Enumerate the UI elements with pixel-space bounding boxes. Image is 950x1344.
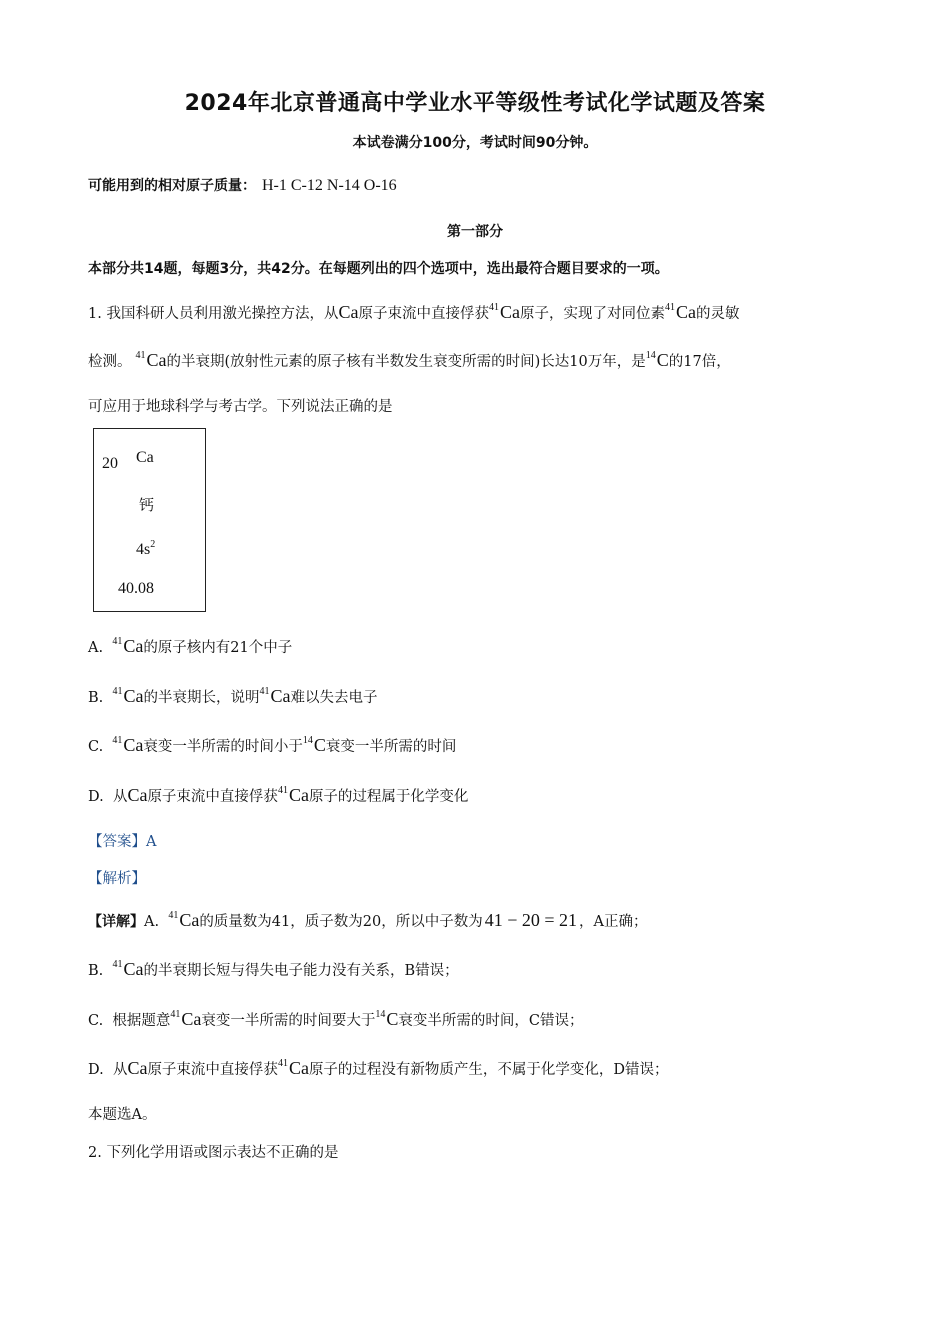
isotope-ca41: $^{41}$Ca	[112, 636, 144, 656]
isotope-ca41: $^{41}$Ca	[135, 350, 167, 370]
q2-stem: 2. 下列化学用语或图示表达不正确的是	[88, 1145, 339, 1161]
q1-option-a: A. $^{41}$Ca的原子核内有21个中子	[88, 636, 293, 656]
isotope-c14: $^{14}$C	[302, 735, 326, 755]
element-ca: Ca	[338, 302, 359, 322]
document-title: 2024年北京普通高中学业水平等级性考试化学试题及答案	[184, 91, 766, 116]
atomic-masses-label: 可能用到的相对原子质量：	[88, 178, 256, 194]
isotope-ca41: $^{41}$Ca	[277, 785, 309, 805]
q1-detail-b: B. $^{41}$Ca的半衰期长短与得失电子能力没有关系，B错误；	[88, 959, 459, 979]
element-chinese-name: 钙	[139, 496, 155, 514]
q1-option-c: C. $^{41}$Ca衰变一半所需的时间小于$^{14}$C衰变一半所需的时间	[88, 735, 457, 755]
isotope-ca41: $^{41}$Ca	[259, 686, 291, 706]
isotope-ca41: $^{41}$Ca	[664, 302, 696, 322]
q1-option-d: D. 从Ca原子束流中直接俘获$^{41}$Ca原子的过程属于化学变化	[88, 785, 469, 805]
part-instructions: 本部分共14题，每题3分，共42分。在每题列出的四个选项中，选出最符合题目要求的一项。	[88, 261, 669, 277]
exam-info: 本试卷满分100分，考试时间90分钟。	[352, 135, 598, 151]
isotope-c14: $^{14}$C	[645, 350, 669, 370]
element-symbol: Ca	[136, 449, 154, 466]
atomic-masses-line	[88, 175, 397, 195]
isotope-ca41: $^{41}$Ca	[112, 686, 144, 706]
isotope-c14: $^{14}$C	[375, 1009, 399, 1029]
element-atomic-number: 20	[102, 455, 118, 472]
element-electron-config: $4s^2$	[136, 539, 156, 558]
atomic-masses-values: H-1 C-12 N-14 O-16	[262, 177, 397, 194]
periodic-table-element-card	[93, 428, 206, 612]
q1-detail-c: C. 根据题意$^{41}$Ca衰变一半所需的时间要大于$^{14}$C衰变半所需的时间，C错误；	[88, 1009, 584, 1029]
isotope-ca41: $^{41}$Ca	[277, 1058, 309, 1078]
neutron-equation: 41 − 20 = 21	[484, 910, 578, 930]
q1-detail-a: 【详解】A. $^{41}$Ca的质量数为41，质子数为20，所以中子数为 41 − 20 = 21 ，A正确；	[88, 910, 648, 930]
element-atomic-mass: 40.08	[118, 580, 154, 597]
q1-conclusion: 本题选A。	[88, 1107, 157, 1123]
q1-option-b: B. $^{41}$Ca的半衰期长，说明$^{41}$Ca难以失去电子	[88, 686, 378, 706]
isotope-ca41: $^{41}$Ca	[170, 1009, 202, 1029]
q1-stem-line-1: 1. 我国科研人员利用激光操控方法，从Ca原子束流中直接俘获$^{41}$Ca原子，实现了对同位素$^{41}$Ca的灵敏	[88, 302, 740, 322]
q1-detail-d: D. 从Ca原子束流中直接俘获$^{41}$Ca原子的过程没有新物质产生，不属于化学变化，D错误；	[88, 1058, 669, 1078]
isotope-ca41: $^{41}$Ca	[112, 959, 144, 979]
isotope-ca41: $^{41}$Ca	[112, 735, 144, 755]
part-title: 第一部分	[447, 224, 503, 240]
q1-stem-line-2: 检测。 $^{41}$Ca的半衰期(放射性元素的原子核有半数发生衰变所需的时间)长达10万年，是$^{14}$C的17倍，	[88, 350, 731, 370]
q1-answer: 【答案】A	[88, 834, 157, 850]
isotope-ca41: $^{41}$Ca	[488, 302, 520, 322]
isotope-ca41: $^{41}$Ca	[168, 910, 200, 930]
q1-analysis-label: 【解析】	[88, 871, 146, 887]
q1-stem-line-3: 可应用于地球科学与考古学。下列说法正确的是	[88, 399, 393, 415]
